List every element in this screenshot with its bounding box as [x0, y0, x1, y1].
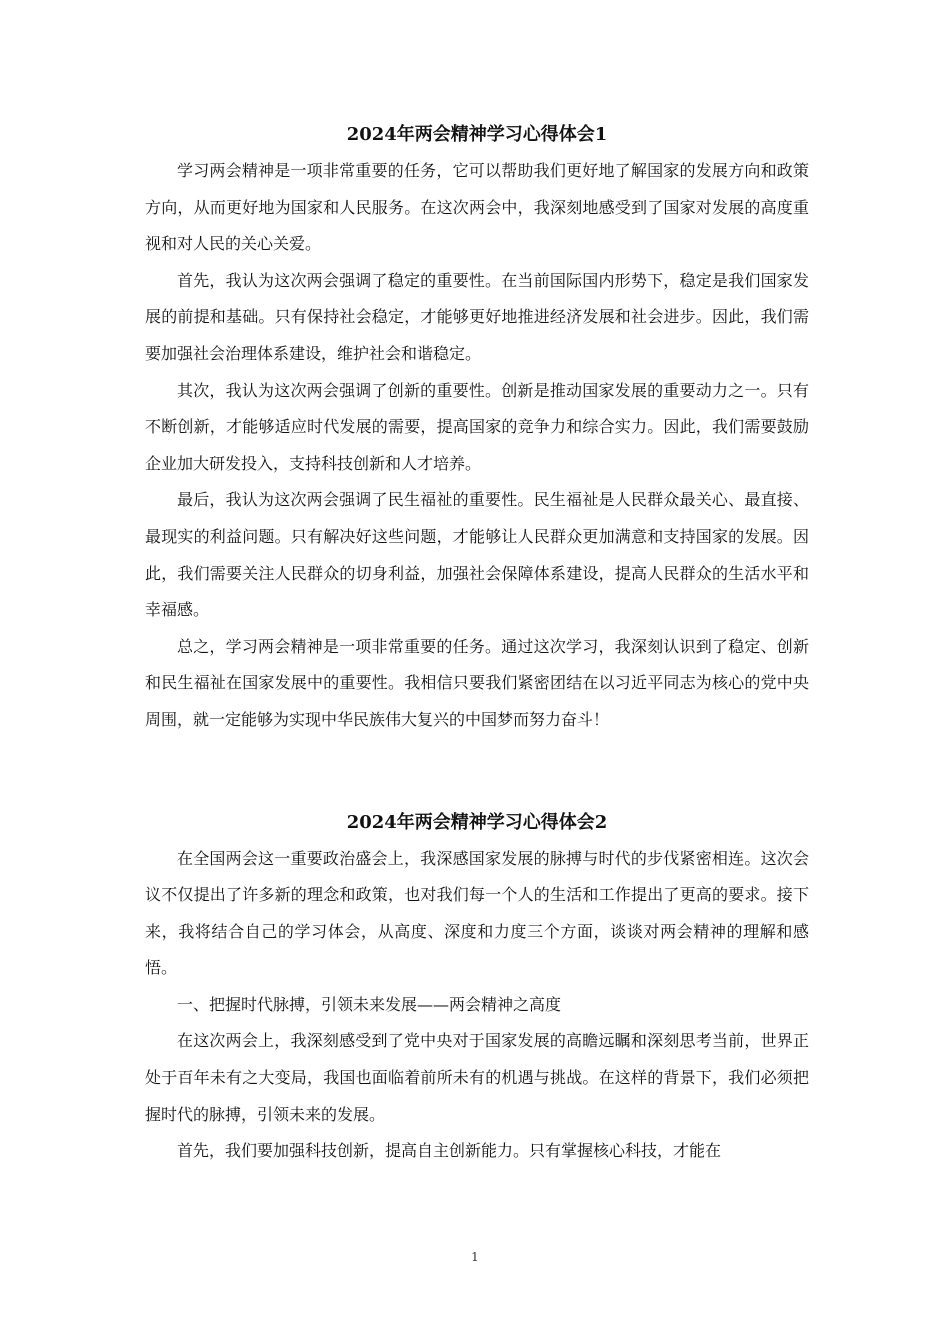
section-title: 2024年两会精神学习心得体会2 — [346, 811, 608, 833]
paragraph: 在全国两会这一重要政治盛会上，我深感国家发展的脉搏与时代的步伐紧密相连。这次会议不仅提出了许多新的理念和政策，也对我们每一个人的生活和工作提出了更高的要求。接下来，我将结合自己的学习体会，从高度、深度和力度三个方面，谈谈对两会精神的理解和感悟。 — [145, 848, 809, 978]
paragraph: 首先，我们要加强科技创新，提高自主创新能力。只有掌握核心科技，才能在 — [177, 1141, 722, 1161]
section-spacer — [145, 739, 809, 805]
section-1 — [145, 117, 809, 739]
paragraph: 在这次两会上，我深刻感受到了党中央对于国家发展的高瞻远瞩和深刻思考当前，世界正处于百年未有之大变局，我国也面临着前所未有的机遇与挑战。在这样的背景下，我们必须把握时代的脉搏，引领未来的发展。 — [145, 1031, 809, 1124]
paragraph: 总之，学习两会精神是一项非常重要的任务。通过这次学习，我深刻认识到了稳定、创新和民生福祉在国家发展中的重要性。我相信只要我们紧密团结在以习近平同志为核心的党中央周围，就一定能够为实现中华民族伟大复兴的中国梦而努力奋斗！ — [145, 636, 809, 729]
section-2 — [145, 805, 809, 1170]
page-number: 1 — [471, 1250, 479, 1264]
paragraph: 首先，我认为这次两会强调了稳定的重要性。在当前国际国内形势下，稳定是我们国家发展的前提和基础。只有保持社会稳定，才能够更好地推进经济发展和社会进步。因此，我们需要加强社会治理体系建设，维护社会和谐稳定。 — [145, 270, 809, 363]
paragraph: 其次，我认为这次两会强调了创新的重要性。创新是推动国家发展的重要动力之一。只有不断创新，才能够适应时代发展的需要，提高国家的竞争力和综合实力。因此，我们需要鼓励企业加大研发投入，支持科技创新和人才培养。 — [145, 380, 809, 473]
paragraph: 最后，我认为这次两会强调了民生福祉的重要性。民生福祉是人民群众最关心、最直接、最现实的利益问题。只有解决好这些问题，才能够让人民群众更加满意和支持国家的发展。因此，我们需要关注人民群众的切身利益，加强社会保障体系建设，提高人民群众的生活水平和幸福感。 — [145, 490, 809, 620]
document-body — [145, 117, 809, 1170]
paragraph: 学习两会精神是一项非常重要的任务，它可以帮助我们更好地了解国家的发展方向和政策方向，从而更好地为国家和人民服务。在这次两会中，我深刻地感受到了国家对发展的高度重视和对人民的关心关爱。 — [145, 161, 809, 254]
section-title: 2024年两会精神学习心得体会1 — [346, 124, 608, 145]
subheading: 一、把握时代脉搏，引领未来发展——两会精神之高度 — [177, 994, 562, 1014]
